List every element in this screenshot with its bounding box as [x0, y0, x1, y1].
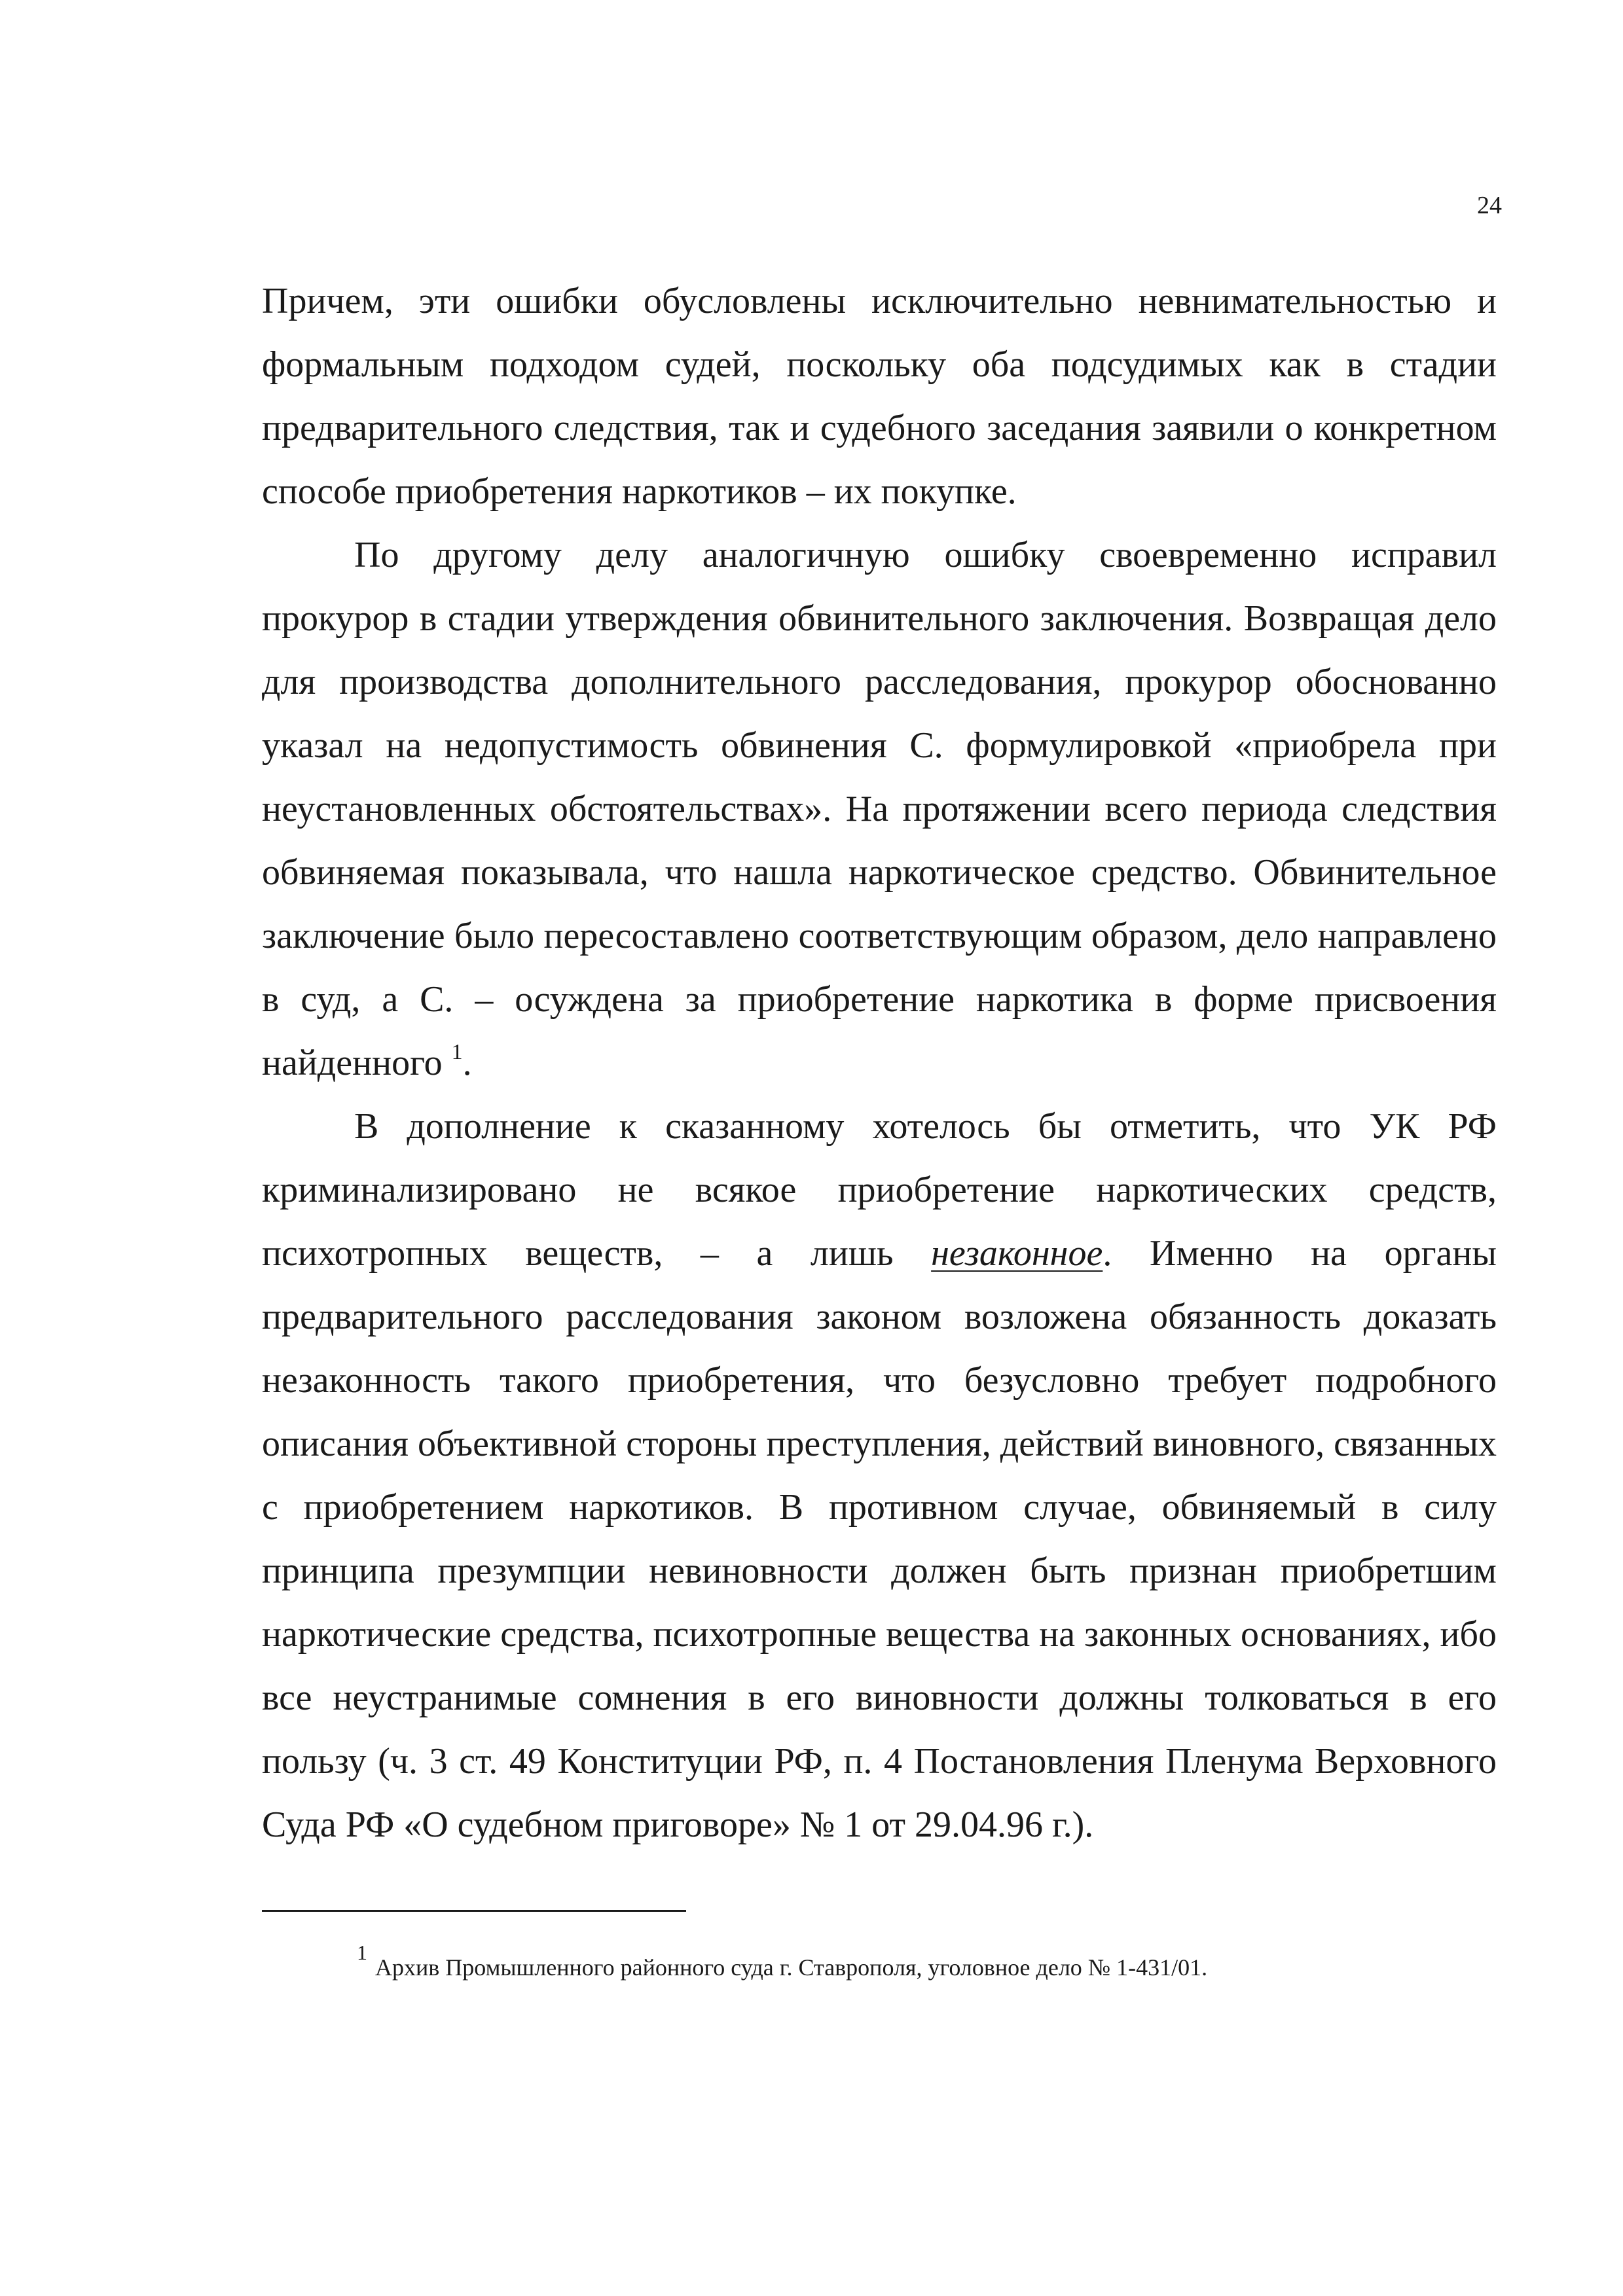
footnote-mark: 1: [357, 1941, 367, 1964]
paragraph-2-text: По другому делу аналогичную ошибку своевременно исправил прокурор в стадии утверждения обвинительного заключения. Возвращая дело для производства дополнительного расследования, прокурор обоснованно указал на недопустимость обвинения С. формулировкой «приобрела при неустановленных обстоятельствах». На протяжении всего периода следствия обвиняемая показывала, что нашла наркотическое средство. Обвинительное заключение было пересоставлено соответствующим образом, дело направлено в суд, а С. – осуждена за приобретение наркотика в форме присвоения найденного: [262, 535, 1497, 1083]
paragraph-1-text: Причем, эти ошибки обусловлены исключительно невнимательностью и формальным подходом судей, поскольку оба подсудимых как в стадии предварительного следствия, так и судебного заседания заявили о конкретном способе приобретения наркотиков – их покупке.: [262, 281, 1497, 512]
paragraph-3-text-before: В дополнение к сказанному хотелось бы отметить, что УК РФ криминализировано не всякое приобретение наркотических средств, психотропных веществ, – а лишь: [262, 1106, 1497, 1274]
paragraph-1: [262, 270, 1497, 524]
page-number: 24: [1477, 192, 1502, 219]
footnote-separator: [262, 1910, 686, 1912]
footnote-reference: 1: [451, 1040, 463, 1064]
paragraph-3-text-after: . Именно на органы предварительного расследования законом возложена обязанность доказать незаконность такого приобретения, что безусловно требует подробного описания объективной стороны преступления, действий виновного, связанных с приобретением наркотиков. В противном случае, обвиняемый в силу принципа презумпции невиновности должен быть признан приобретшим наркотические средства, психотропные вещества на законных основаниях, ибо все неустранимые сомнения в его виновности должны толковаться в его пользу (ч. 3 ст. 49 Конституции РФ, п. 4 Постановления Пленума Верховного Суда РФ «О судебном приговоре» № 1 от 29.04.96 г.).: [262, 1233, 1497, 1845]
body-text: [262, 270, 1497, 1857]
paragraph-2: [262, 524, 1497, 1095]
paragraph-2-end: .: [462, 1043, 472, 1083]
paragraph-3: [262, 1095, 1497, 1857]
emphasis-term: незаконное: [931, 1233, 1103, 1274]
footnote-text: Архив Промышленного районного суда г. Ставрополя, уголовное дело № 1-431/01.: [375, 1954, 1208, 1981]
footnote: [357, 1941, 1496, 1981]
